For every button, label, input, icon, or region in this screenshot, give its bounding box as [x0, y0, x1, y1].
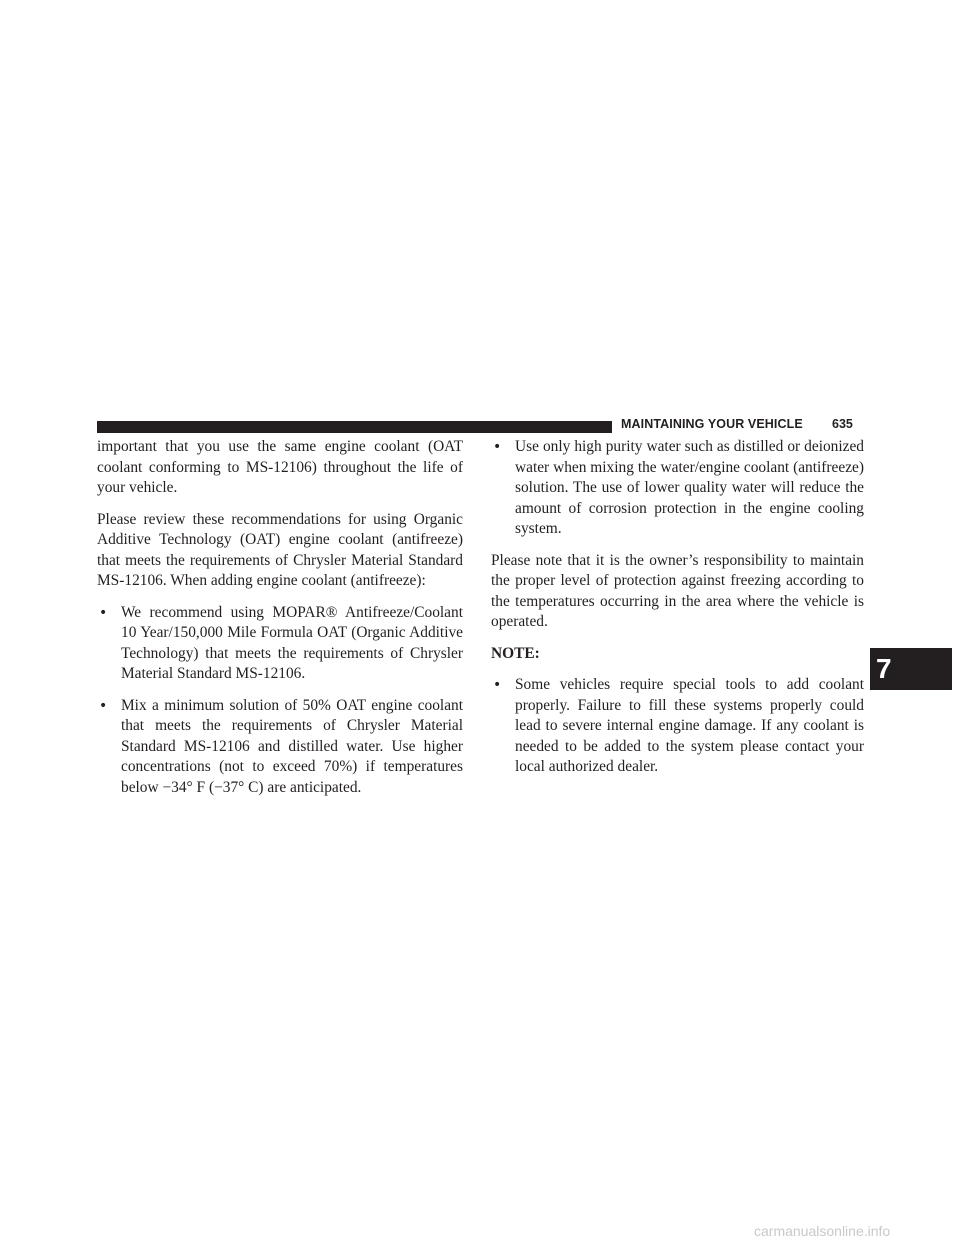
header-rule — [97, 421, 612, 433]
footer-watermark: carmanualsonline.info — [754, 1223, 891, 1239]
section-title: MAINTAINING YOUR VEHICLE — [621, 417, 803, 431]
chapter-tab: 7 — [870, 648, 952, 690]
list-item-text: Some vehicles require special tools to add coolant properly. Failure to fill these systems properly could lead to severe internal engine damage. If any coolant is needed to be added to the system please contact your local authorized dealer. — [515, 676, 864, 775]
paragraph: Please review these recommendations for using Organic Additive Technology (OAT) engine coolant (antifreeze) that meets the requirements of Chrysler Material Standard MS-12106. When adding engine coolant (antifreeze): — [97, 510, 463, 589]
list-item — [97, 696, 463, 799]
page-number: 635 — [832, 417, 853, 431]
list-item — [491, 437, 864, 540]
list-item-text: Use only high purity water such as distilled or deionized water when mixing the water/engine coolant (antifreeze) solution. The use of lower quality water will reduce the amount of corrosion protection in the engine cooling system. — [515, 438, 864, 537]
paragraph: Please note that it is the owner’s responsibility to maintain the proper level of protection against freezing according to the temperatures occurring in the area where the vehicle is operated. — [491, 551, 864, 630]
list-item — [97, 603, 463, 685]
list-item — [491, 675, 864, 778]
bullet-icon: • — [493, 439, 502, 455]
paragraph: important that you use the same engine coolant (OAT coolant conforming to MS-12106) throughout the life of your vehicle. — [97, 438, 463, 496]
note-label: NOTE: — [491, 644, 540, 662]
list-item-text: Mix a minimum solution of 50% OAT engine coolant that meets the requirements of Chrysler Material Standard MS-12106 and distilled water. Use higher concentrations (not to exceed 70%) if temperatures below −34° F (−37° C) are anticipated. — [121, 696, 463, 796]
bullet-icon: • — [99, 604, 108, 621]
bullet-icon: • — [493, 677, 502, 693]
list-item-text: We recommend using MOPAR® Antifreeze/Coolant 10 Year/150,000 Mile Formula OAT (Organic Additive Technology) that meets the requirements of Chrysler Material Standard MS-12106. — [121, 603, 463, 682]
bullet-icon: • — [99, 697, 108, 714]
right-column — [491, 437, 864, 789]
left-column — [97, 437, 463, 809]
